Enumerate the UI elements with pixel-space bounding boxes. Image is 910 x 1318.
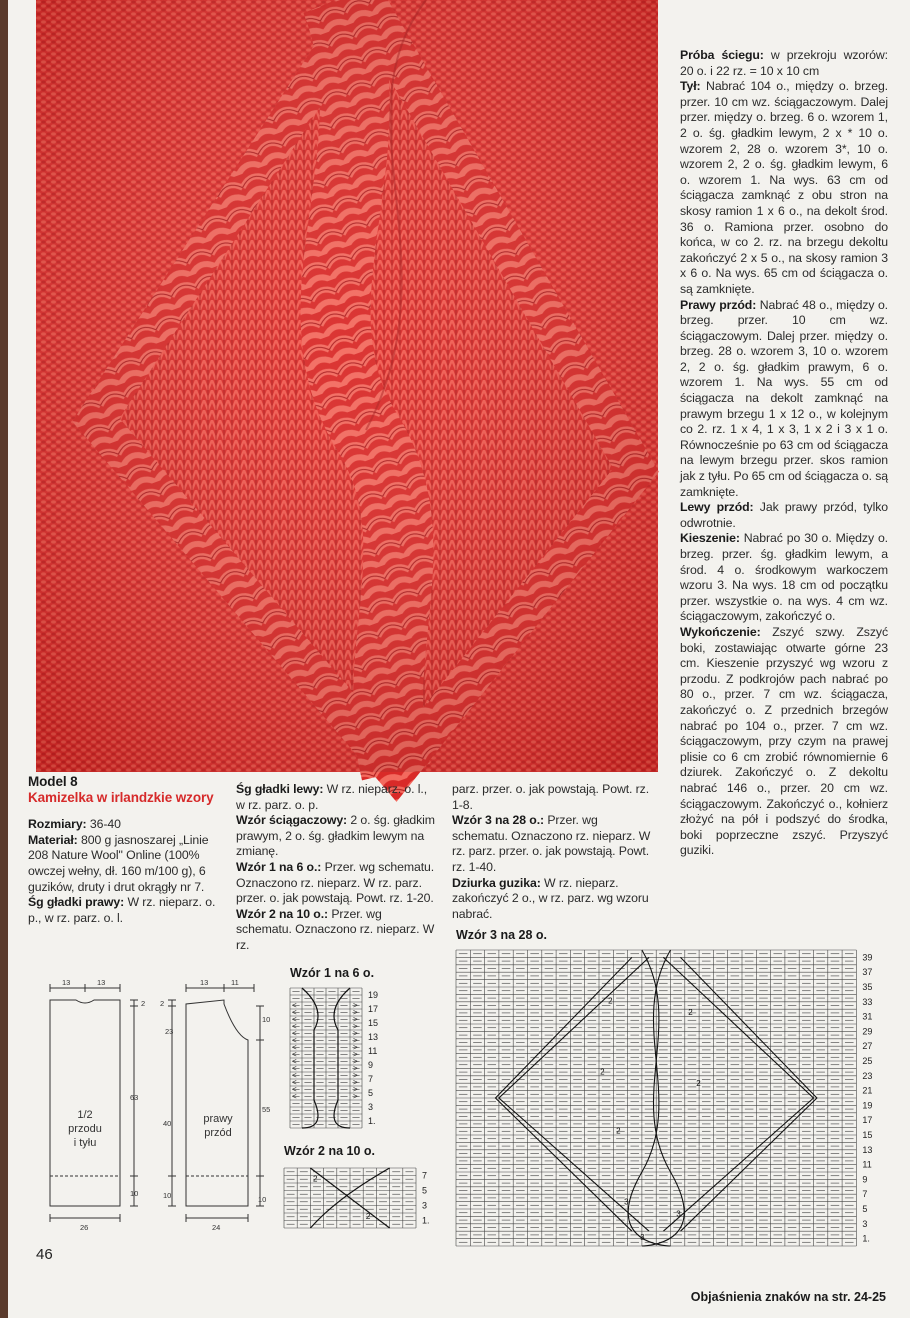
chart1-row-label: 17 [368,1004,379,1014]
reverse-stockinette-para: Śg gładki lewy: W rz. nieparz. o. l., w rz. parz. o. p. [236,782,428,812]
chart3-cell-mark: 2 [688,1008,693,1018]
chart1-row-label: 15 [368,1018,379,1028]
chart2-row-label: 3 [422,1200,428,1211]
chart1-arrow-left: < [292,1015,297,1024]
chart1-arrow-right: > [353,1029,358,1038]
back-dim-top-left: 13 [62,978,71,987]
back-dim-armhole: 23 [165,1027,174,1036]
chart1-arrow-right: > [353,1008,358,1017]
back-label-3: i tyłu [73,1137,97,1149]
chart3-row-label: 31 [862,1011,873,1022]
sample-para: Próba ściegu: w przekroju wzorów: 20 o. i 22 rz. = 10 x 10 cm [680,48,888,78]
front-dim-top-right: 11 [231,978,239,987]
chart2-row-label: 5 [422,1185,428,1196]
chart1-arrow-right: > [353,1092,358,1101]
chart3-row-label: 23 [862,1070,873,1081]
front-dim-width: 24 [212,1223,221,1232]
magazine-page [8,0,910,1318]
chart3-row-label: 15 [862,1130,873,1140]
chart3-cell-mark: 2 [600,1067,605,1077]
chart3-row-label: 7 [862,1189,868,1200]
chart3-title: Wzór 3 na 28 o. [456,928,547,942]
pattern2-para: Wzór 2 na 10 o.: Przer. wg schematu. Oznaczono rz. nieparz. W rz. [236,906,435,952]
chart1-row-label: 13 [368,1032,379,1042]
chart3-row-label: 33 [862,996,873,1007]
chart3-cell-mark: 2 [616,1126,621,1136]
chart3-row-label: 25 [862,1056,873,1066]
pattern1-para: Wzór 1 na 6 o.: Przer. wg schematu. Oznaczono rz. nieparz. W rz. parz. przer. o. jak powstają. Powt. rz. 1-20. [236,859,435,906]
chart1-arrow-right: > [353,1085,358,1094]
buttonhole-para: Dziurka guzika: W rz. nieparz. zakończyć 2 o., w rz. parz. wg wzoru nabrać. [452,875,649,921]
front-dim-shoulder: 2 [160,999,165,1008]
sizes-para: Rozmiary: 36-40 [28,817,121,832]
chart1-row-label: 19 [368,990,379,1000]
model-title: Kamizelka w irlandzkie wzory [28,789,214,805]
chart3-row-label: 29 [862,1026,873,1037]
chart2-grid [284,1168,434,1230]
front-dim-side: 40 [163,1119,172,1128]
chart1-arrow-left: < [292,1036,297,1045]
chart1-arrow-left: < [292,1022,297,1031]
chart3-row-label: 21 [862,1085,873,1096]
chart3-lines [456,950,856,1246]
chart1-row-label: 5 [368,1088,374,1098]
chart3-cell-mark: 2 [608,996,613,1006]
front-dim-top-left: 13 [200,978,209,987]
chart3-row-label: 37 [862,967,873,978]
chart1-arrow-left: < [292,1050,297,1059]
chart1-arrow-left: < [292,1085,297,1094]
chart3-cell-mark: 3 [640,1233,645,1243]
chart1-grid [290,988,390,1130]
pattern3-para: Wzór 3 na 28 o.: Przer. wg schematu. Oznaczono rz. nieparz. W rz. parz. przer. o. jak powstają. Powt. rz. 1-40. [452,813,651,874]
chart1-arrow-right: > [353,1064,358,1073]
back-label-2: przodu [68,1123,102,1135]
chart1-arrow-left: < [292,1092,297,1101]
chart1-arrow-left: < [292,1001,297,1010]
chart2-title: Wzór 2 na 10 o. [284,1144,375,1158]
chart3-cell-mark: 2 [696,1079,701,1089]
instructions-column-2 [236,782,436,954]
chart3-row-label: 11 [862,1159,872,1170]
page-number: 46 [36,1246,53,1263]
instructions-right-column [680,48,888,859]
chart1-arrow-left: < [292,1043,297,1052]
chart1-arrow-right: > [353,1078,358,1087]
knitted-fabric-photo [36,0,658,772]
chart3-row-label: 9 [862,1174,868,1185]
chart3-row-label: 39 [862,952,873,963]
chart1-row-label: 1. [368,1116,376,1126]
pockets-para: Kieszenie: Nabrać po 30 o. Między o. brzeg. przer. śg. gładkim lewym, a środ. 4 o. środkowym warkoczem wzoru 3. Na wys. 18 cm od początku przer. wszystkie o. na wys. 4 cm wz. ściągaczowym, zakończyć o. [680,531,888,624]
instructions-column-1 [28,774,228,926]
right-front-para: Prawy przód: Nabrać 48 o., między o. brzeg. przer. 10 cm wz. ściągaczowym. Dalej przer. między o. brzeg. 28 o. wzorem 3, 10 o. wzorem 2, 2 o. śg. gładkim prawym, 6 o. wzorem 1. Na wys. 55 cm od ściągacza na dekolt zamknąć na prawym brzegu 1 x 12 o., w kolejnym co 2. rz. 1 x 4, 1 x 3, 1 x 2 i 3 x 1 o. Równocześnie po 63 cm od ściągacza na lewym brzegu przer. skos ramion jak z tyłu. Po 65 cm od ściągacza o. są zamknięte. [680,297,888,499]
chart3-row-label: 13 [862,1144,873,1155]
chart1-row-label: 3 [368,1102,374,1112]
chart1-arrow-left: < [292,1071,297,1080]
rib-para: Wzór ściągaczowy: 2 o. śg. gładkim prawym, 2 o. śg. gładkim lewym na zmianę. [236,813,435,859]
chart1-arrow-right: > [353,1043,358,1052]
back-para: Tył: Nabrać 104 o., między o. brzeg. przer. 10 cm wz. ściągaczowym. Dalej przer. między o. brzeg. 6 o. wzorem 1, 2 o. śg. gładkim lewym, 2 x * 10 o. wzorem 2, 28 o. wzorem 3*, 10 o. wzorem 2, 2 o. śg. gładkim lewym, 6 o. wzorem 1. Na wys. 63 cm od ściągacza zamknąć z obu stron na skosy ramion 1 x 6 o., na dekolt środ. 36 o. Ramiona przer. osobno do końca, w co 2. rz. na brzegu dekoltu zakończyć 2 x 5 o., na skosy ramion 3 x 6 o. Na wys. 65 cm od ściągacza o. są zamknięte. [680,79,888,296]
chart1-arrow-left: < [292,1078,297,1087]
back-dim-width: 26 [80,1223,89,1232]
chart1-row-label: 7 [368,1074,374,1084]
garment-schematics [22,970,272,1240]
chart3-row-label: 27 [862,1041,873,1052]
front-dim-hem-right: 10 [258,1195,267,1204]
model-number: Model 8 [28,774,78,789]
stockinette-para: Śg gładki prawy: W rz. nieparz. o. p., w rz. parz. o. l. [28,895,216,925]
chart1-arrow-right: > [353,1057,358,1066]
finishing-para: Wykończenie: Zszyć szwy. Zszyć boki, zostawiając otwarte górne 23 cm. Kieszenie przyszyć wg wzoru z przodu. Z podkrojów pach nabrać po 80 o., przer. 7 cm wz. ściągacza, zakończyć o. Z przednich brzegów nabrać po 104 o., przer. 7 cm wz. ściągaczowym, przy czym na prawej plisie co 6 cm zrobić równomiernie 6 dziurek. Zakończyć o. Z dekoltu nabrać 146 o., przer. 20 cm wz. ściągaczowym. Zakończyć o., kołnierz złożyć na pół i podszyć do środka, boki poprzeczne zszyć. Przyszyć guziki. [680,624,888,858]
left-front-para: Lewy przód: Jak prawy przód, tylko odwrotnie. [680,500,889,530]
back-dim-hem: 10 [130,1189,139,1198]
chart1-arrow-right: > [353,1071,358,1080]
chart2-cell-mark: 2 [365,1212,371,1221]
instructions-column-3 [452,782,652,922]
front-dim-neck: 10 [262,1015,271,1024]
chart1-arrow-left: < [292,1029,297,1038]
front-dim-hem: 10 [163,1191,172,1200]
chart3-row-label: 19 [862,1100,873,1111]
material-para: Materiał: 800 g jasnoszarej „Linie 208 Nature Wool" Online (100% owczej wełny, dł. 160 m/100 g), 6 guzików, druty i drut okrągły nr 7. [28,832,209,894]
chart3-row-label: 35 [862,982,873,992]
chart1-arrow-left: < [292,1008,297,1017]
chart1-arrow-right: > [353,1050,358,1059]
back-dim-body: 63 [130,1093,139,1102]
chart3-cell-mark: 3 [624,1197,629,1207]
chart3-row-label: 1. [862,1233,870,1244]
chart3-cell-mark: 3 [676,1209,681,1219]
chart2-row-label: 1. [422,1215,430,1226]
front-dim-body: 55 [262,1105,271,1114]
front-label-2: przód [204,1127,232,1139]
back-dim-top-right: 13 [97,978,106,987]
front-label-1: prawy [203,1113,233,1125]
chart3-grid [456,950,886,1260]
footer-note: Objaśnienia znaków na str. 24-25 [690,1290,886,1304]
chart1-arrow-left: < [292,1057,297,1066]
pattern2-cont-para: parz. przer. o. jak powstają. Powt. rz. 1-8. [452,782,650,812]
chart1-row-label: 11 [368,1046,378,1056]
chart1-lines [290,988,362,1128]
chart3-row-label: 3 [862,1218,868,1229]
back-dim-neck: 2 [141,999,146,1008]
chart1-arrow-right: > [353,1015,358,1024]
back-label-1: 1/2 [77,1109,93,1121]
chart1-title: Wzór 1 na 6 o. [290,966,375,980]
chart1-row-label: 9 [368,1060,374,1070]
chart2-cell-mark: 2 [313,1174,318,1184]
chart2-row-label: 7 [422,1170,428,1181]
chart1-arrow-right: > [353,1036,358,1045]
chart1-arrow-right: > [353,1022,358,1031]
chart1-arrow-right: > [353,1001,358,1010]
chart3-row-label: 5 [862,1204,868,1214]
chart1-arrow-left: < [292,1064,297,1073]
chart3-row-label: 17 [862,1115,873,1126]
